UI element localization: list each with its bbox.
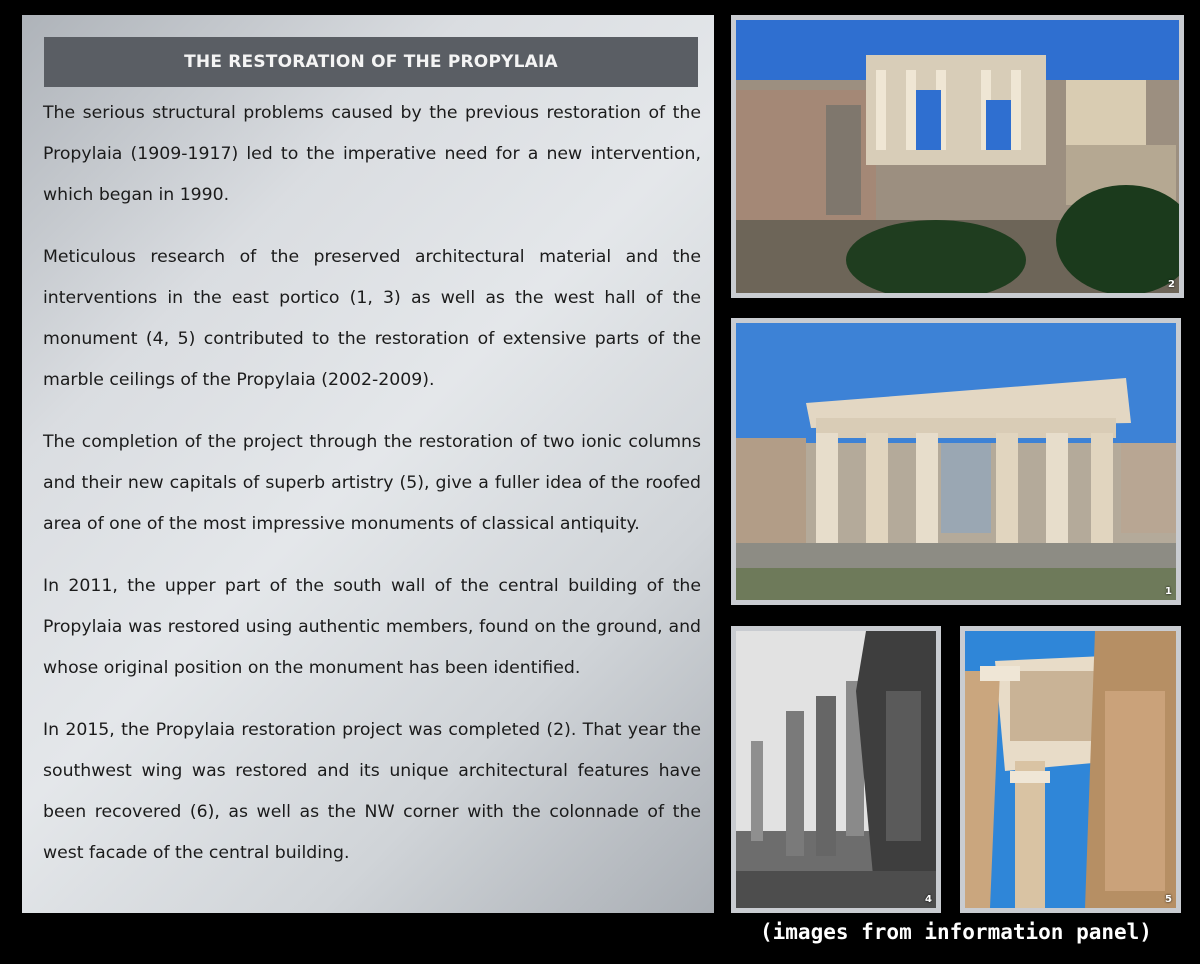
photo-propylaia-west-view — [731, 15, 1184, 298]
photo-historical-columns — [731, 626, 941, 913]
information-panel — [22, 15, 714, 913]
photo-number: 5 — [1165, 894, 1172, 905]
panel-body — [43, 93, 701, 895]
paragraph-5: In 2015, the Propylaia restoration project was completed (2). That year the southwest wing was restored and its unique architectural features have been recovered (6), as well as the NW corner with the colonnade of the west facade of the central building. — [43, 720, 701, 863]
photo-ionic-capital-ceiling — [960, 626, 1181, 913]
photo-5-image — [965, 631, 1176, 908]
photo-number: 2 — [1168, 279, 1175, 290]
photo-number: 4 — [925, 894, 932, 905]
panel-title: THE RESTORATION OF THE PROPYLAIA — [44, 37, 698, 87]
photo-propylaia-colonnade — [731, 318, 1181, 605]
photo-number: 1 — [1165, 586, 1172, 597]
paragraph-3: The completion of the project through the restoration of two ionic columns and their new capitals of superb artistry (5), give a fuller idea of the roofed area of one of the most impressive monuments of classical antiquity. — [43, 432, 701, 534]
paragraph-4: In 2011, the upper part of the south wall of the central building of the Propylaia was restored using authentic members, found on the ground, and whose original position on the monument has been identified. — [43, 576, 701, 678]
paragraph-2: Meticulous research of the preserved architectural material and the interventions in the east portico (1, 3) as well as the west hall of the monument (4, 5) contributed to the restoration of extensive parts of the marble ceilings of the Propylaia (2002-2009). — [43, 247, 701, 390]
paragraph-1: The serious structural problems caused by the previous restoration of the Propylaia (1909-1917) led to the imperative need for a new intervention, which began in 1990. — [43, 103, 701, 205]
photo-2-image — [736, 20, 1179, 293]
photo-1-image — [736, 323, 1176, 600]
photo-4-image — [736, 631, 936, 908]
image-caption: (images from information panel) — [760, 920, 1152, 944]
